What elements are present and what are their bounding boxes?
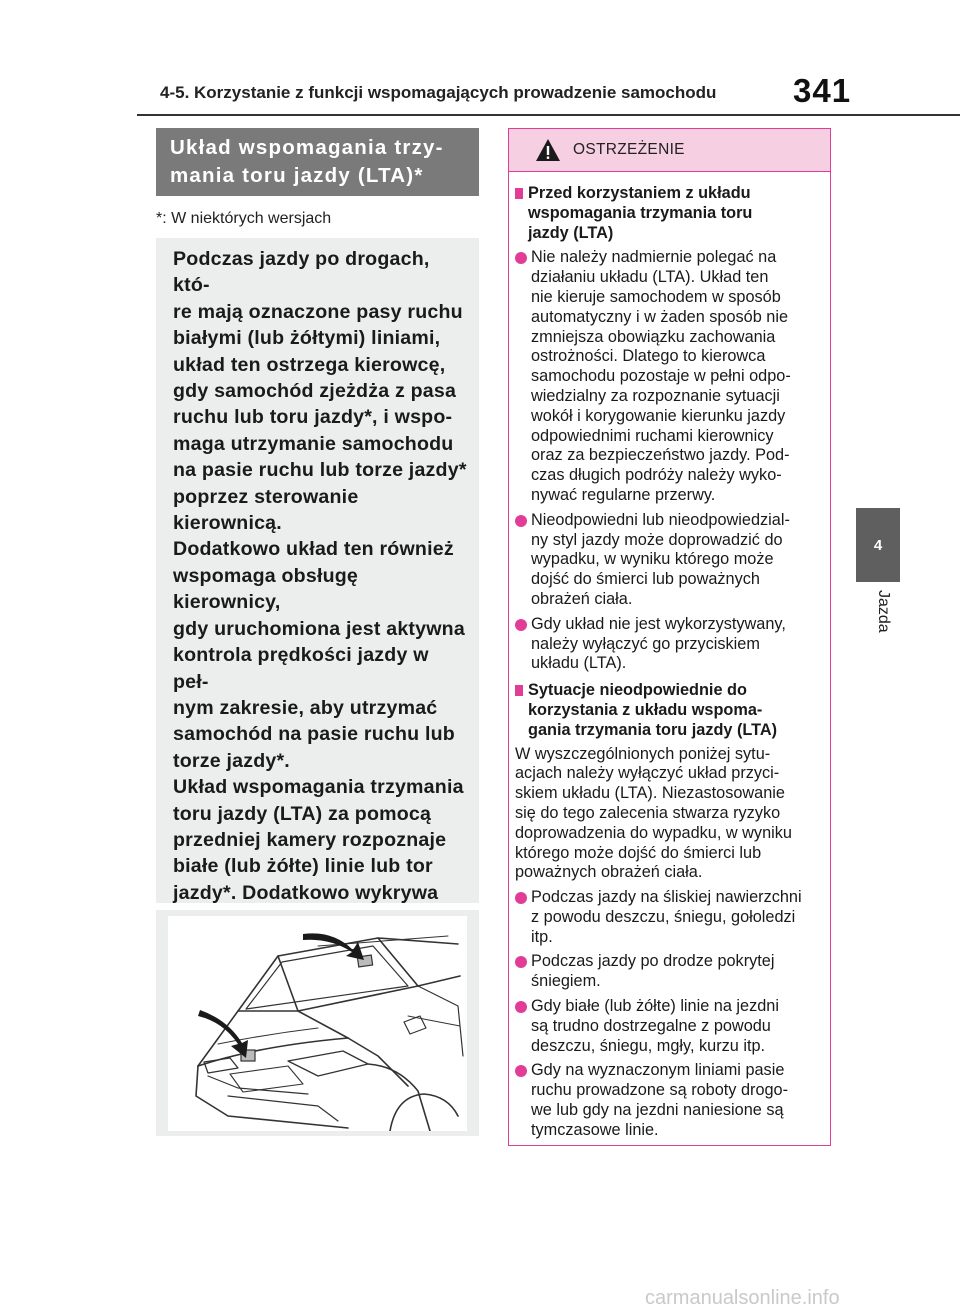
round-bullet-icon [515,892,527,904]
summary-text: Podczas jazdy po drogach, któ- re mają oznaczone pasy ruchu białymi (lub żółtymi) liniami, układ ten ostrzega kierowcę, gdy samochód zjeżdża z pasa ruchu lub toru jazdy*, i wspo- maga utrzymanie samochodu na pasie ruchu lub torze jazdy* poprzez sterowanie kierownicą. Dodatkowo układ ten również wspomaga obsługę kierownicy, gdy uruchomiona jest aktywna kontrola prędkości jazdy w peł- nym zakresie, aby utrzymać samochód na pasie ruchu lub torze jazdy*. Układ wspomagania trzymania toru jazdy (LTA) za pomocą przedniej kamery rozpoznaje białe (lub żółte) linie lub tor jazdy*. Dodatkowo wykrywa [173,248,467,904]
warning-bullet: Gdy białe (lub żółte) linie na jezdni są trudno dostrzegalne z powodu deszczu, śniegu, mgły, kurzu itp. [515,997,824,1056]
warning-body [509,172,830,1141]
watermark-link[interactable]: carmanualsonline.info [645,1287,840,1309]
summary-box [156,238,479,903]
warning-bullet: Nieodpowiedni lub nieodpowiedzial- ny styl jazdy może doprowadzić do wypadku, w wyniku którego może dojść do śmierci lub poważnych obrażeń ciała. [515,511,824,610]
warning-triangle-icon [535,138,561,162]
warning-bullet: Podczas jazdy na śliskiej nawierzchni z powodu deszczu, śniegu, gołoledzi itp. [515,888,824,947]
section-footnote: *: W niektórych wersjach [156,210,332,227]
square-bullet-icon [515,188,523,199]
warning-header [509,129,830,172]
warning-heading: Sytuacje nieodpowiednie do korzystania z układu wspoma- gania trzymania toru jazdy (LTA) [515,681,824,740]
round-bullet-icon [515,956,527,968]
warning-bullet: Podczas jazdy po drodze pokrytej śniegiem. [515,952,824,992]
illustration-box [156,910,479,1136]
chapter-number: 4 [873,536,883,554]
header-divider [137,114,960,116]
chapter-label: Jazda [875,590,892,633]
round-bullet-icon [515,1001,527,1013]
warning-bullet: Gdy układ nie jest wykorzystywany, należy wyłączyć go przyciskiem układu (LTA). [515,615,824,674]
round-bullet-icon [515,515,527,527]
section-title: Układ wspomagania trzy- mania toru jazdy (LTA)* [170,136,444,187]
car-illustration [168,916,467,1131]
chapter-tab[interactable] [856,508,900,582]
warning-bullet: Nie należy nadmiernie polegać na działaniu układu (LTA). Układ ten nie kieruje samochodem w sposób automatyczny i w żaden sposób nie zmniejsza obowiązku zachowania ostrożności. Dlatego to kierowca samochodu pozostaje w pełni odpo- wiedzialny za rozpoznanie sytuacji wokół i korygowanie kierunku jazdy odpowiednimi ruchami kierownicy oraz za bezpieczeństwo jazdy. Pod- czas długich podróży należy wyko- nywać regularne przerwy. [515,248,824,505]
round-bullet-icon [515,1065,527,1077]
warning-title: OSTRZEŻENIE [573,141,685,158]
round-bullet-icon [515,252,527,264]
warning-heading: Przed korzystaniem z układu wspomagania trzymania toru jazdy (LTA) [515,184,824,243]
round-bullet-icon [515,619,527,631]
page-number: 341 [793,72,852,109]
warning-paragraph: W wyszczególnionych poniżej sytu- acjach należy wyłączyć układ przyci- skiem układu (LTA). Niezastosowanie się do tego zalecenia stwarza ryzyko doprowadzenia do wypadku, w wyniku którego może dojść do śmierci lub poważnych obrażeń ciała. [515,744,792,882]
warning-bullet: Gdy na wyznaczonym liniami pasie ruchu prowadzone są roboty drogo- we lub gdy na jezdni naniesione są tymczasowe linie. [515,1061,824,1140]
running-header-title: 4-5. Korzystanie z funkcji wspomagających prowadzenie samochodu [160,83,717,102]
square-bullet-icon [515,685,523,696]
section-title-box [156,128,479,196]
warning-box [508,128,831,1146]
